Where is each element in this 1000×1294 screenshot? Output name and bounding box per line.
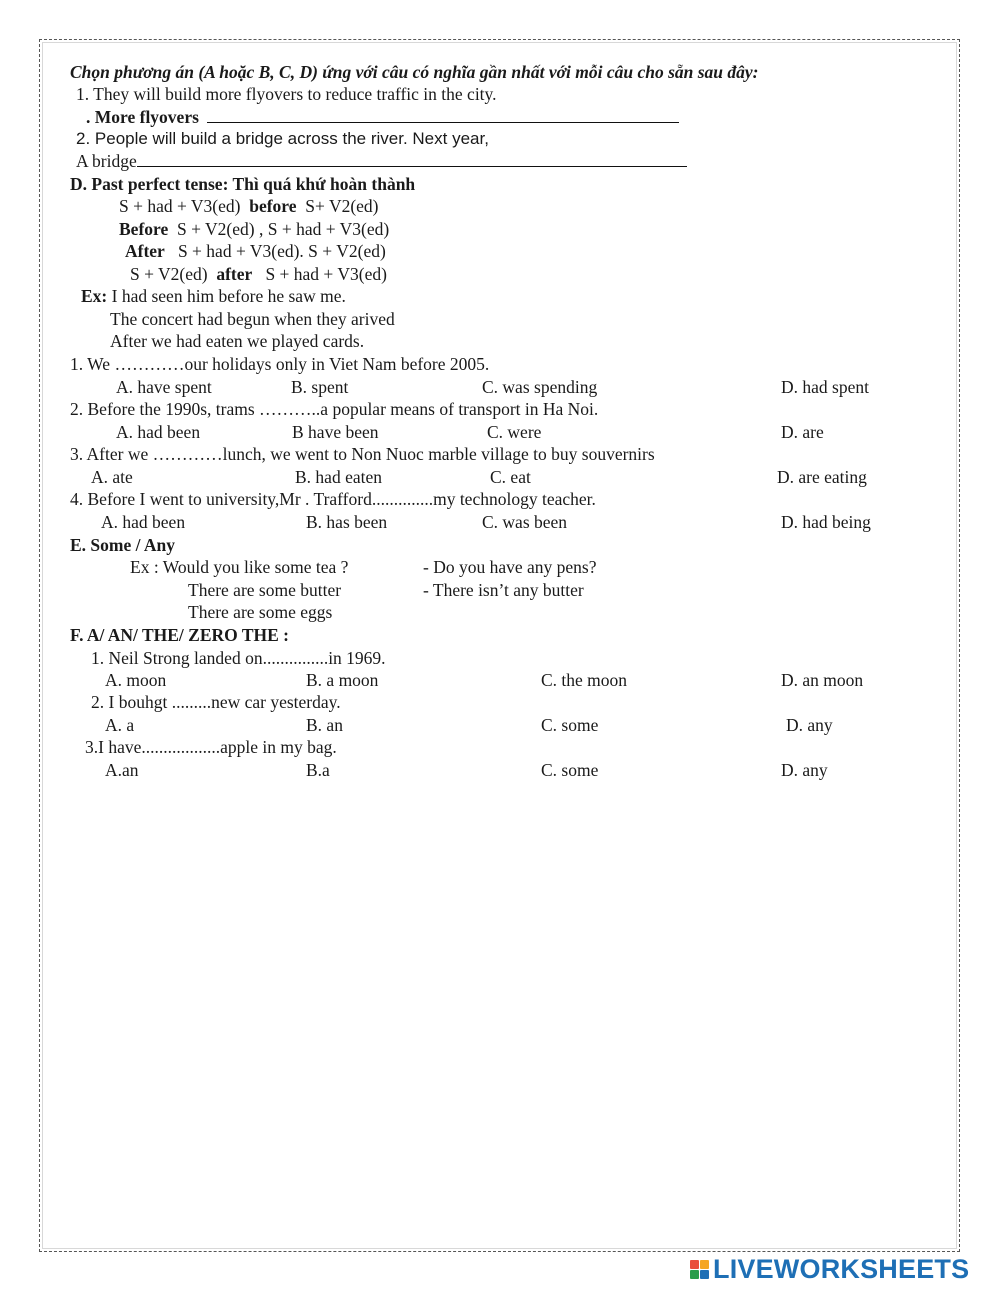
formula-4-part-b: S + had + V3(ed) — [265, 264, 387, 284]
example-label: Ex: — [81, 286, 108, 306]
logo-square-orange — [700, 1260, 709, 1269]
f-q1-option-c[interactable]: C. the moon — [541, 670, 628, 690]
f-q2-option-c[interactable]: C. some — [541, 715, 599, 735]
f-q3-option-b[interactable]: B.a — [306, 760, 330, 780]
d-q2-option-d[interactable]: D. are — [781, 422, 824, 442]
d-q1-option-b[interactable]: B. spent — [291, 377, 349, 397]
formula-4 — [130, 263, 387, 285]
liveworksheets-logo-icon — [690, 1260, 709, 1279]
f-q2-option-a[interactable]: A. a — [105, 715, 135, 735]
d-q1-option-d[interactable]: D. had spent — [781, 377, 869, 397]
logo-square-green — [690, 1270, 699, 1279]
section-f-title: F. A/ AN/ THE/ ZERO THE : — [70, 625, 289, 645]
e-example-2-right: - There isn’t any butter — [423, 580, 584, 600]
rewrite-q1: 1. They will build more flyovers to reduce traffic in the city. — [76, 84, 497, 104]
formula-1 — [119, 195, 379, 217]
d-q4-option-a[interactable]: A. had been — [101, 512, 186, 532]
d-question-1: 1. We …………our holidays only in Viet Nam before 2005. — [70, 354, 490, 374]
d-q4-option-b[interactable]: B. has been — [306, 512, 388, 532]
e-example-2-left: There are some butter — [188, 580, 342, 600]
f-question-1: 1. Neil Strong landed on...............in 1969. — [91, 648, 386, 668]
d-q3-option-b[interactable]: B. had eaten — [295, 467, 382, 487]
logo-square-red — [690, 1260, 699, 1269]
section-d-title: D. Past perfect tense: Thì quá khứ hoàn thành — [70, 174, 416, 194]
example-1 — [81, 285, 346, 307]
e-example-1-right: - Do you have any pens? — [423, 557, 597, 577]
rewrite-q1-start: . More flyovers — [86, 107, 199, 127]
rewrite-q1-answer-blank[interactable] — [207, 107, 679, 123]
d-q3-option-c[interactable]: C. eat — [490, 467, 531, 487]
f-question-2: 2. I bouhgt .........new car yesterday. — [91, 692, 341, 712]
formula-3 — [125, 240, 386, 262]
formula-1-part-b: S+ V2(ed) — [305, 196, 379, 216]
f-q1-option-d[interactable]: D. an moon — [781, 670, 864, 690]
f-q2-option-d[interactable]: D. any — [786, 715, 833, 735]
d-question-3: 3. After we …………lunch, we went to Non Nuoc marble village to buy souvernirs — [70, 444, 655, 464]
formula-3-rest: S + had + V3(ed). S + V2(ed) — [177, 241, 386, 261]
formula-2-rest: S + V2(ed) , S + had + V3(ed) — [177, 219, 390, 239]
example-3: After we had eaten we played cards. — [110, 331, 365, 351]
d-question-4: 4. Before I went to university,Mr . Trafford..............my technology teacher. — [70, 489, 596, 509]
f-q1-option-a[interactable]: A. moon — [105, 670, 167, 690]
liveworksheets-logo — [690, 1254, 969, 1284]
formula-2-keyword: Before — [119, 219, 169, 239]
example-1-text: I had seen him before he saw me. — [111, 286, 346, 306]
d-q4-option-d[interactable]: D. had being — [781, 512, 871, 532]
f-question-3: 3.I have..................apple in my bag. — [85, 737, 337, 757]
example-2: The concert had begun when they arived — [110, 309, 395, 329]
formula-4-keyword: after — [216, 264, 253, 284]
rewrite-q2-answer-blank[interactable] — [137, 151, 687, 167]
d-question-2: 2. Before the 1990s, trams ………..a popular means of transport in Ha Noi. — [70, 399, 599, 419]
formula-1-keyword: before — [249, 196, 297, 216]
instruction: Chọn phương án (A hoặc B, C, D) ứng với câu có nghĩa gần nhất với mỗi câu cho sẵn sau đây: — [70, 62, 759, 82]
e-example-3-left: There are some eggs — [188, 602, 333, 622]
liveworksheets-logo-text: LIVEWORKSHEETS — [713, 1253, 970, 1284]
rewrite-q2: 2. People will build a bridge across the river. Next year, — [76, 129, 489, 148]
d-q3-option-d[interactable]: D. are eating — [777, 467, 867, 487]
d-q1-option-c[interactable]: C. was spending — [482, 377, 598, 397]
d-q2-option-c[interactable]: C. were — [487, 422, 542, 442]
d-q1-option-a[interactable]: A. have spent — [116, 377, 212, 397]
section-e-title: E. Some / Any — [70, 535, 176, 555]
d-q2-option-a[interactable]: A. had been — [116, 422, 201, 442]
f-q3-option-a[interactable]: A.an — [105, 760, 139, 780]
e-example-1-left: Ex : Would you like some tea ? — [130, 557, 349, 577]
logo-square-blue — [700, 1270, 709, 1279]
d-q4-option-c[interactable]: C. was been — [482, 512, 568, 532]
f-q2-option-b[interactable]: B. an — [306, 715, 343, 735]
f-q3-option-d[interactable]: D. any — [781, 760, 828, 780]
rewrite-q2-start: A bridge — [76, 151, 137, 171]
formula-3-keyword: After — [125, 241, 165, 261]
d-q3-option-a[interactable]: A. ate — [91, 467, 133, 487]
formula-1-part-a: S + had + V3(ed) — [119, 196, 241, 216]
rewrite-q2-line — [76, 150, 687, 172]
formula-2 — [119, 218, 389, 240]
rewrite-q1-line — [86, 106, 679, 128]
d-q2-option-b[interactable]: B have been — [292, 422, 379, 442]
f-q3-option-c[interactable]: C. some — [541, 760, 599, 780]
formula-4-part-a: S + V2(ed) — [130, 264, 208, 284]
f-q1-option-b[interactable]: B. a moon — [306, 670, 379, 690]
